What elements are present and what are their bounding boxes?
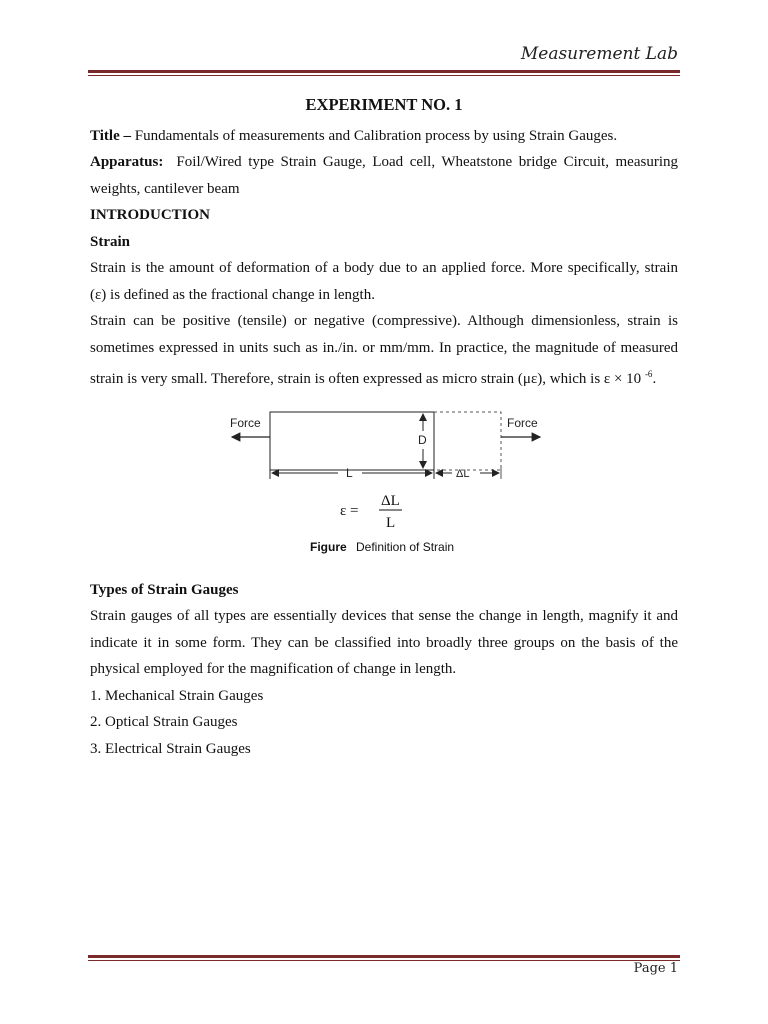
types-list-item-3: 3. Electrical Strain Gauges — [90, 740, 251, 757]
introduction-heading: INTRODUCTION — [90, 207, 211, 223]
equation-numerator: ΔL — [381, 492, 400, 509]
l-label: L — [346, 465, 353, 480]
figure-caption-text: Definition of Strain — [356, 539, 455, 554]
strain-exponent: -6 — [644, 369, 653, 379]
strain-paragraph-2 — [90, 308, 678, 393]
strain-heading: Strain — [90, 233, 131, 250]
strain-figure — [90, 405, 678, 563]
title-label: Title – — [90, 127, 131, 144]
equation-denominator: L — [386, 514, 396, 531]
bar-extension-dashed — [434, 412, 501, 470]
types-heading: Types of Strain Gauges — [90, 581, 239, 598]
strain-paragraph-2-end: . — [652, 371, 657, 387]
types-list-item-2: 2. Optical Strain Gauges — [90, 714, 238, 730]
experiment-title: EXPERIMENT NO. 1 — [305, 95, 463, 114]
footer-rule — [88, 955, 680, 961]
bar-rectangle — [270, 412, 434, 470]
title-line — [90, 123, 678, 150]
figure-caption-bold: Figure — [310, 539, 347, 554]
delta-l-label: ΔL — [456, 467, 470, 480]
force-right-label: Force — [507, 415, 538, 430]
header-title: Measurement Lab — [520, 44, 678, 64]
types-list-item-1: 1. Mechanical Strain Gauges — [90, 687, 264, 704]
page-content — [90, 92, 682, 762]
equation-lhs: ε = — [340, 502, 359, 519]
title-text: Fundamentals of measurements and Calibration process by using Strain Gauges. — [130, 127, 618, 144]
page-number: Page 1 — [633, 961, 678, 976]
force-left-label: Force — [230, 415, 261, 430]
header-rule — [88, 70, 680, 76]
apparatus-text: Foil/Wired type Strain Gauge, Load cell, Wheatstone bridge Circuit, measuring weights, cantilever beam — [90, 154, 682, 197]
strain-paragraph-1: Strain is the amount of deformation of a body due to an applied force. More specifically, strain (ε) is defined as the fractional change in length. — [90, 260, 678, 303]
apparatus-label: Apparatus: — [90, 154, 164, 170]
types-paragraph: Strain gauges of all types are essentially devices that sense the change in length, magnify it and indicate it in some form. They can be classified into broadly three groups on the basis of the physical employed for the magnification of change in length. — [90, 608, 678, 677]
apparatus-line — [90, 149, 682, 202]
strain-diagram — [218, 405, 548, 563]
strain-paragraph-2-text: Strain can be positive (tensile) or negative (compressive). Although dimensionless, strain is sometimes expressed in units such as in./in. or mm/mm. In practice, the magnitude of measured strain is very small. Therefore, strain is often expressed as micro strain (με), which is ε × 10 — [90, 313, 678, 387]
d-label: D — [418, 432, 427, 447]
